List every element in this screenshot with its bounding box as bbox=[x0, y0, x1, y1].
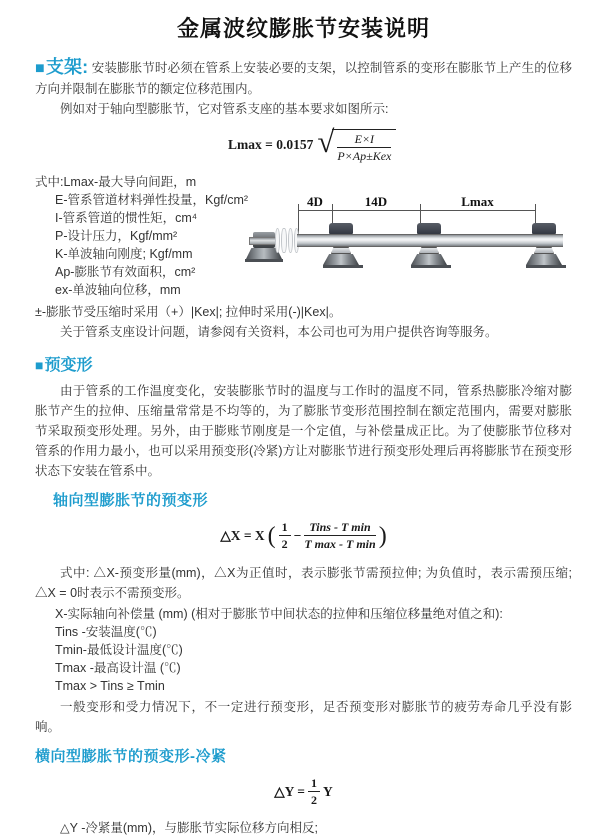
sqrt-radical bbox=[317, 124, 396, 163]
lateral-formula bbox=[35, 776, 572, 807]
lateral-subheading: 横向型膨胀节的预变形-冷紧 bbox=[35, 748, 227, 765]
lmax-fraction-denominator: P×Ap±Kex bbox=[337, 149, 392, 163]
section-bullet-icon: ■ bbox=[35, 60, 45, 77]
support-foot bbox=[411, 265, 451, 268]
definition-line: I-管系管道的惯性矩，cm⁴ bbox=[55, 211, 198, 225]
definition-line: P-设计压力，Kgf/mm² bbox=[55, 229, 178, 243]
pipe-support-icon bbox=[411, 223, 447, 268]
bellows-convolution bbox=[288, 228, 293, 253]
temp-definition-line: Tmin-最低设计温度(℃) bbox=[55, 643, 183, 657]
axial-formula-wrap bbox=[220, 520, 386, 551]
definition-line: ex-单波轴向位移，mm bbox=[55, 283, 181, 297]
support-intro-text: 安装膨胀节时必须在管系上安装必要的支架，以控制管系的变形在膨胀节上产生的位移方向并限制在膨胀节的额定位移范围内。 bbox=[35, 61, 572, 96]
section-heading-support-label: 支架: bbox=[45, 57, 89, 77]
temp-definition-line: Tmax -最高设计温 (℃) bbox=[55, 661, 181, 675]
dimension-line bbox=[298, 210, 535, 211]
bellows-icon bbox=[275, 228, 299, 253]
temperature-fraction bbox=[304, 520, 375, 551]
temperature-fraction-denominator: T max - T min bbox=[304, 537, 376, 551]
lateral-half-denominator: 2 bbox=[310, 793, 317, 807]
axial-formula bbox=[35, 520, 572, 551]
open-paren: ( bbox=[267, 522, 276, 549]
lateral-formula-lhs: △Y = bbox=[274, 783, 305, 799]
pipe-stub bbox=[249, 237, 277, 245]
lateral-half-fraction bbox=[308, 776, 320, 807]
support-saddle bbox=[534, 247, 554, 254]
support-saddle bbox=[331, 247, 351, 254]
temp-definition-line: Tmax > Tins ≥ Tmin bbox=[55, 679, 165, 693]
section-heading-preform bbox=[35, 352, 572, 375]
half-fraction-denominator: 2 bbox=[281, 537, 288, 551]
temp-definition-line: Tins -安装温度(℃) bbox=[55, 625, 157, 639]
axial-formula-lhs: △X = X bbox=[220, 527, 265, 543]
definition-line: E-管系管道材料弹性投量，Kgf/cm² bbox=[55, 193, 249, 207]
sqrt-icon: √ bbox=[317, 124, 335, 159]
support-foot bbox=[323, 265, 363, 268]
consult-note: 关于管系支座设计问题，请参阅有关资料，本公司也可为用户提供咨询等服务。 bbox=[60, 325, 498, 339]
section-heading-support bbox=[35, 57, 88, 77]
axial-note-paragraph: 一般变形和受力情况下，不一定进行预变形，足否预变形对膨胀节的疲劳寿命几乎没有影响。 bbox=[35, 700, 572, 734]
support-clamp bbox=[532, 223, 556, 234]
lateral-half-numerator: 1 bbox=[308, 776, 320, 792]
definition-line: 式中:Lmax-最大导向间距，m bbox=[35, 175, 197, 189]
support-clamp bbox=[329, 223, 353, 234]
bellows-convolution bbox=[281, 228, 286, 253]
dimension-label-4d: 4D bbox=[307, 194, 323, 209]
lmax-fraction bbox=[337, 132, 391, 163]
pipe-support-icon bbox=[323, 223, 359, 268]
fixed-anchor-foot bbox=[245, 259, 283, 262]
preform-paragraph: 由于管系的工作温度变化，安装膨胀节时的温度与工作时的温度不同，管系热膨胀冷缩对膨胀节产生的拉伸、压缩量常常是不均等的，为了膨胀节变形范围控制在额定范围内，需要对膨胀节采取预变形处理。另外，由于膨账节刚度是一个定值，与补偿量成正比。为了使膨胀节位移对管系的作用力最小，也可以采用预变形(冷紧)方让对膨胀节进行预变形处理后再将膨胀节在预变形状态下安装在管系中。 bbox=[35, 384, 572, 478]
lateral-note-line: △Y -冷紧量(mm)，与膨胀节实际位移方向相反; bbox=[60, 821, 318, 835]
axial-subheading: 轴向型膨胀节的预变形 bbox=[53, 492, 209, 509]
support-clamp bbox=[417, 223, 441, 234]
support-base bbox=[411, 254, 447, 265]
radical-vinculum bbox=[332, 129, 396, 163]
definition-line: K-单波轴向刚度; Kgf/mm bbox=[55, 247, 193, 261]
lmax-fraction-numerator: E×I bbox=[337, 132, 391, 148]
support-example-line: 例如对于轴向型膨胀节，它对管系支座的基本要求如图所示: bbox=[60, 102, 389, 116]
axial-explain-paragraph: 式中: △X-预变形量(mm)，△X为正值时，表示膨张节需预拉伸; 为负值时，表示需预压缩; △X = 0时表示不需预变形。 bbox=[35, 566, 572, 600]
section-heading-preform-label: 预变形 bbox=[44, 357, 93, 374]
half-fraction-numerator: 1 bbox=[279, 520, 291, 536]
lateral-formula-rhs: Y bbox=[322, 783, 333, 799]
support-intro-paragraph bbox=[35, 57, 572, 99]
pipe-support-diagram bbox=[245, 196, 575, 286]
bellows-convolution bbox=[275, 228, 280, 253]
dimension-label-14d: 14D bbox=[364, 194, 388, 209]
section-bullet-icon: ■ bbox=[35, 357, 44, 373]
lateral-formula-wrap bbox=[274, 776, 332, 807]
dimension-label-lmax: Lmax bbox=[461, 194, 494, 209]
definition-line: Ap-膨胀节有效面积，cm² bbox=[55, 265, 196, 279]
plus-minus-note: ±-膨胀节受压缩时采用（+）|Kex|; 拉伸时采用(-)|Kex|。 bbox=[35, 305, 342, 319]
x-definition-line: X-实际轴向补偿量 (mm) (相对于膨胀节中间状态的拉伸和压缩位移量绝对值之和): bbox=[55, 607, 503, 621]
minus-sign: − bbox=[293, 527, 302, 543]
half-fraction bbox=[279, 520, 291, 551]
close-paren: ) bbox=[378, 522, 387, 549]
temperature-fraction-numerator: Tins - T min bbox=[304, 520, 375, 536]
axial-definitions-list bbox=[35, 605, 572, 695]
support-base bbox=[323, 254, 359, 265]
support-base bbox=[526, 254, 562, 265]
support-foot bbox=[526, 265, 566, 268]
pipe-support-icon bbox=[526, 223, 562, 268]
lmax-formula-lhs: Lmax = 0.0157 bbox=[228, 137, 314, 152]
lmax-formula bbox=[228, 124, 572, 163]
support-saddle bbox=[419, 247, 439, 254]
page-title: 金属波纹膨胀节安装说明 bbox=[176, 16, 430, 41]
